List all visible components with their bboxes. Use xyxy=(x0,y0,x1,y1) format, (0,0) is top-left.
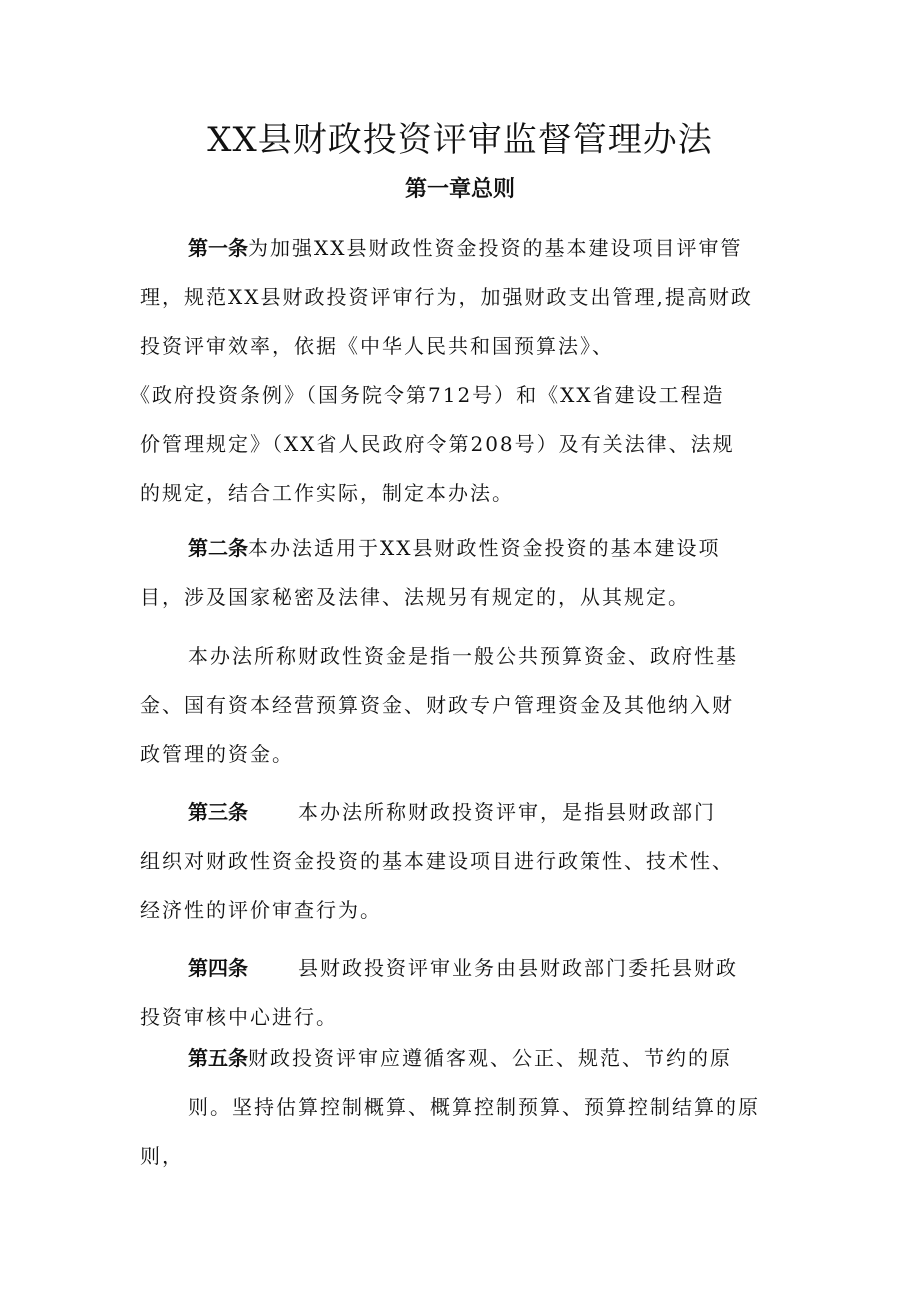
article-label: 第三条 xyxy=(188,800,248,824)
article-text-line: 的规定，结合工作实际，制定本办法。 xyxy=(140,481,514,505)
article-text-line: 经济性的评价审查行为。 xyxy=(140,898,382,922)
article-2 xyxy=(140,524,790,622)
article-3 xyxy=(140,788,790,935)
article-4 xyxy=(140,944,790,1042)
article-text-line: 价管理规定》（XX省人民政府令第208号）及有关法律、法规 xyxy=(140,432,735,456)
article-text-line: 本办法所称财政性资金是指一般公共预算资金、政府性基 xyxy=(188,644,738,668)
article-text-line: 投资评审效率，依据《中华人民共和国预算法》、 xyxy=(140,334,614,358)
article-text-line: 则。坚持估算控制概算、概算控制预算、预算控制结算的原 xyxy=(188,1095,760,1119)
article-text-line: 本办法适用于XX县财政性资金投资的基本建设项 xyxy=(248,536,721,560)
article-label: 第二条 xyxy=(188,536,248,560)
article-text-line: 县财政投资评审业务由县财政部门委托县财政 xyxy=(298,956,738,980)
article-label: 第四条 xyxy=(188,956,248,980)
article-text-line: 金、国有资本经营预算资金、财政专户管理资金及其他纳入财 xyxy=(140,693,734,717)
article-text-line: 投资审核中心进行。 xyxy=(140,1005,338,1029)
article-label: 第一条 xyxy=(188,236,248,260)
article-text-line: 本办法所称财政投资评审，是指县财政部门 xyxy=(298,800,716,824)
article-text-line: 财政投资评审应遵循客观、公正、规范、节约的原 xyxy=(248,1046,732,1070)
chapter-heading: 第一章总则 xyxy=(404,177,515,202)
article-text-line: 则， xyxy=(140,1144,184,1168)
article-1 xyxy=(130,224,790,518)
article-text-line: 政管理的资金。 xyxy=(140,742,294,766)
article-text-line: 《政府投资条例》（国务院令第712号）和《XX省建设工程造 xyxy=(130,383,725,407)
article-label: 第五条 xyxy=(188,1046,248,1070)
article-text-line: 为加强XX县财政性资金投资的基本建设项目评审管 xyxy=(248,236,743,260)
article-text-line: 组织对财政性资金投资的基本建设项目进行政策性、技术性、 xyxy=(140,849,734,873)
funds-definition-paragraph xyxy=(140,632,790,779)
article-5 xyxy=(140,1034,790,1181)
article-text-line: 理，规范XX县财政投资评审行为，加强财政支出管理,提高财政 xyxy=(140,285,753,309)
document-title: XX县财政投资评审监督管理办法 xyxy=(207,120,713,160)
article-text-line: 目，涉及国家秘密及法律、法规另有规定的，从其规定。 xyxy=(140,585,690,609)
